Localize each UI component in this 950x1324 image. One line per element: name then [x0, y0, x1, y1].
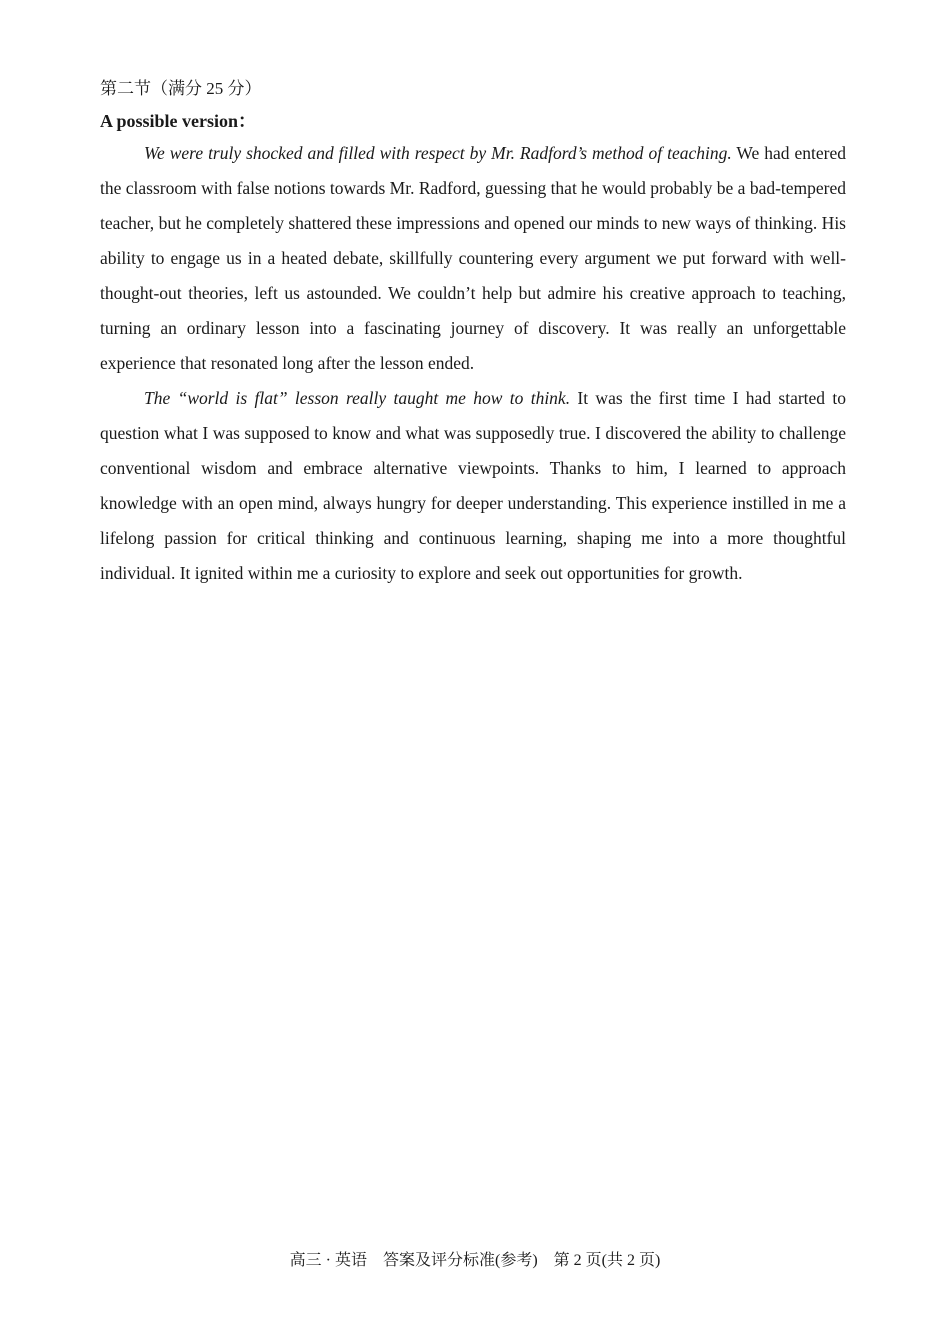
- essay-paragraph-1: [100, 136, 846, 381]
- paragraph-2-opening-sentence: The “world is flat” lesson really taught me how to think.: [144, 388, 571, 408]
- paragraph-1-body: We had entered the classroom with false notions towards Mr. Radford, guessing that he would probably be a bad-tempered teacher, but he completely shattered these impressions and opened our minds to new ways of thinking. His ability to engage us in a heated debate, skillfully countering every argument we put forward with well-thought-out theories, left us astounded. We couldn’t help but admire his creative approach to teaching, turning an ordinary lesson into a fascinating journey of discovery. It was really an unforgettable experience that resonated long after the lesson ended.: [100, 143, 847, 373]
- essay-paragraph-2: [100, 381, 846, 591]
- version-heading-colon: ：: [238, 111, 257, 131]
- paragraph-1-opening-sentence: We were truly shocked and filled with respect by Mr. Radford’s method of teaching.: [144, 143, 732, 163]
- version-heading-text: A possible version: [100, 111, 239, 131]
- version-heading: [100, 108, 846, 134]
- section-title: 第二节（满分 25 分）: [100, 79, 262, 98]
- paragraph-2-body: It was the first time I had started to question what I was supposed to know and what was supposedly true. I discovered the ability to challenge conventional wisdom and embrace alternative viewpoints. Thanks to him, I learned to approach knowledge with an open mind, always hungry for deeper understanding. This experience instilled in me a lifelong passion for critical thinking and continuous learning, shaping me into a more thoughtful individual. It ignited within me a curiosity to explore and seek out opportunities for growth.: [100, 388, 846, 583]
- answer-page: [100, 76, 846, 591]
- page-footer: 高三 · 英语 答案及评分标准(参考) 第 2 页(共 2 页): [289, 1252, 661, 1269]
